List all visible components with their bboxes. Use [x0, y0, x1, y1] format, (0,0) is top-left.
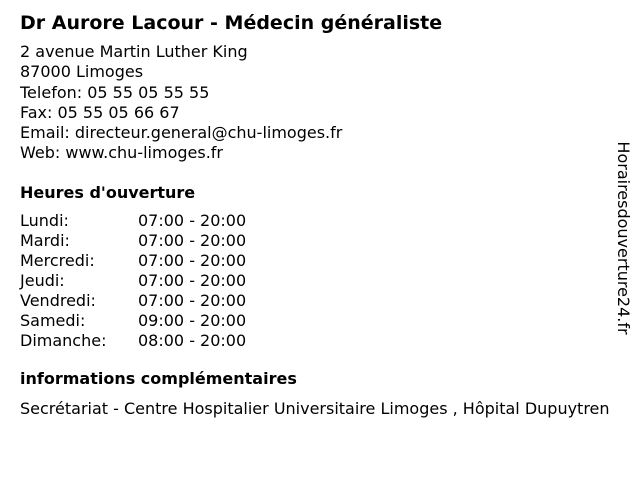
address-city: 87000 Limoges — [20, 62, 144, 82]
hours-time: 07:00 - 20:00 — [138, 230, 247, 250]
hours-day: Mardi: — [20, 230, 70, 250]
extra-info-heading: informations complémentaires — [20, 368, 297, 388]
hours-heading: Heures d'ouverture — [20, 182, 196, 202]
hours-day: Dimanche: — [20, 330, 107, 350]
fax-number: Fax: 05 55 05 66 67 — [20, 102, 180, 122]
hours-day: Samedi: — [20, 310, 86, 330]
hours-day: Mercredi: — [20, 250, 95, 270]
hours-time: 09:00 - 20:00 — [138, 310, 247, 330]
hours-row — [20, 311, 626, 331]
site-logo-vertical[interactable]: Horairesdouverture24.fr — [614, 141, 633, 335]
hours-day: Vendredi: — [20, 290, 96, 310]
email-link[interactable]: Email: directeur.general@chu-limoges.fr — [20, 123, 343, 143]
hours-row — [20, 291, 626, 311]
doctor-card — [20, 10, 626, 419]
hours-time: 07:00 - 20:00 — [138, 250, 247, 270]
hours-time: 07:00 - 20:00 — [138, 270, 247, 290]
contact-block — [20, 42, 626, 164]
hours-time: 08:00 - 20:00 — [138, 330, 247, 350]
extra-info-text: Secrétariat - Centre Hospitalier Universitaire Limoges , Hôpital Dupuytren — [20, 398, 610, 418]
hours-row — [20, 331, 626, 351]
hours-row — [20, 251, 626, 271]
website-link[interactable]: Web: www.chu-limoges.fr — [20, 143, 223, 163]
hours-day: Lundi: — [20, 210, 69, 230]
page-title: Dr Aurore Lacour - Médecin généraliste — [20, 12, 443, 34]
phone-number[interactable]: Telefon: 05 55 05 55 55 — [20, 82, 210, 102]
hours-day: Jeudi: — [20, 270, 65, 290]
hours-row — [20, 271, 626, 291]
hours-time: 07:00 - 20:00 — [138, 290, 247, 310]
address-street: 2 avenue Martin Luther King — [20, 42, 248, 61]
hours-table — [20, 211, 626, 351]
hours-time: 07:00 - 20:00 — [138, 210, 247, 230]
hours-row — [20, 231, 626, 251]
hours-row — [20, 211, 626, 231]
